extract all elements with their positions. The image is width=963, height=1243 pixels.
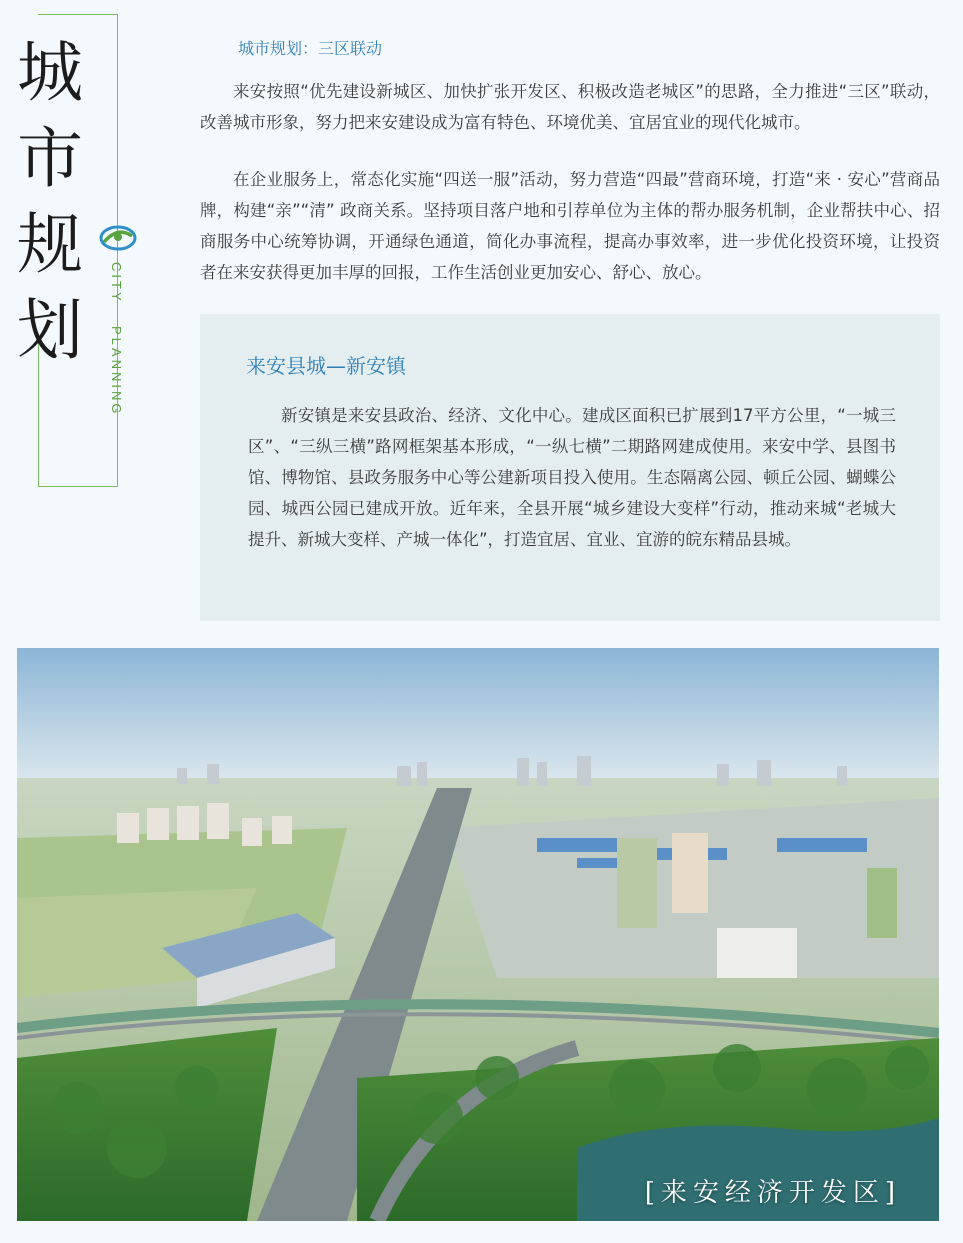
box-paragraph: 新安镇是来安县政治、经济、文化中心。建成区面积已扩展到17平方公里，“一城三区”、“三纵三横”路网框架基本形成，“一纵七横”二期路网建成使用。来安中学、县图书馆、博物馆、县政务服务中心等公建新项目投入使用。生态隔离公园、顿丘公园、蝴蝶公园、城西公园已建成开放。近年来，全县开展“城乡建设大变样”行动，推动来城“老城大提升、新城大变样、产城一体化”，打造宜居、宜业、宜游的皖东精品县城。 — [248, 406, 896, 549]
subtitle-planning: PLANNING — [109, 325, 124, 417]
photo-caption: [来安经济开发区] — [644, 1178, 901, 1208]
title-char: 划 — [17, 292, 83, 369]
subtitle-city: CITY — [109, 262, 124, 304]
title-char: 市 — [17, 120, 83, 197]
vertical-page-title — [10, 30, 90, 374]
box-title: 来安县城—新安镇 — [246, 354, 406, 378]
paragraph-enterprise-service: 在企业服务上，常态化实施“四送一服”活动，努力营造“四最”营商环境，打造“来 · 安心”营商品牌，构建“亲”“清” 政商关系。坚持项目落户地和引荐单位为主体的帮办服务机制，企业帮扶中心、招商服务中心统筹协调，开通绿色通道，简化办事流程，提高办事效率，进一步优化投资环境，让投资者在来安获得更加丰厚的回报，工作生活创业更加安心、舒心、放心。 — [200, 170, 940, 282]
side-frame-bottom-line — [38, 486, 118, 487]
paragraph-three-districts: 来安按照“优先建设新城区、加快扩张开发区、积极改造老城区”的思路，全力推进“三区”联动，改善城市形象，努力把来安建设成为富有特色、环境优美、宜居宜业的现代化城市。 — [200, 82, 940, 132]
laian-logo-icon — [98, 222, 138, 252]
title-char: 城 — [17, 34, 83, 111]
title-char: 规 — [17, 206, 83, 283]
vertical-english-subtitle — [110, 262, 124, 416]
info-box — [200, 314, 940, 621]
section-label: 城市规划：三区联动 — [238, 39, 383, 58]
aerial-city-photo — [17, 648, 939, 1221]
side-frame-top-line — [38, 14, 118, 15]
